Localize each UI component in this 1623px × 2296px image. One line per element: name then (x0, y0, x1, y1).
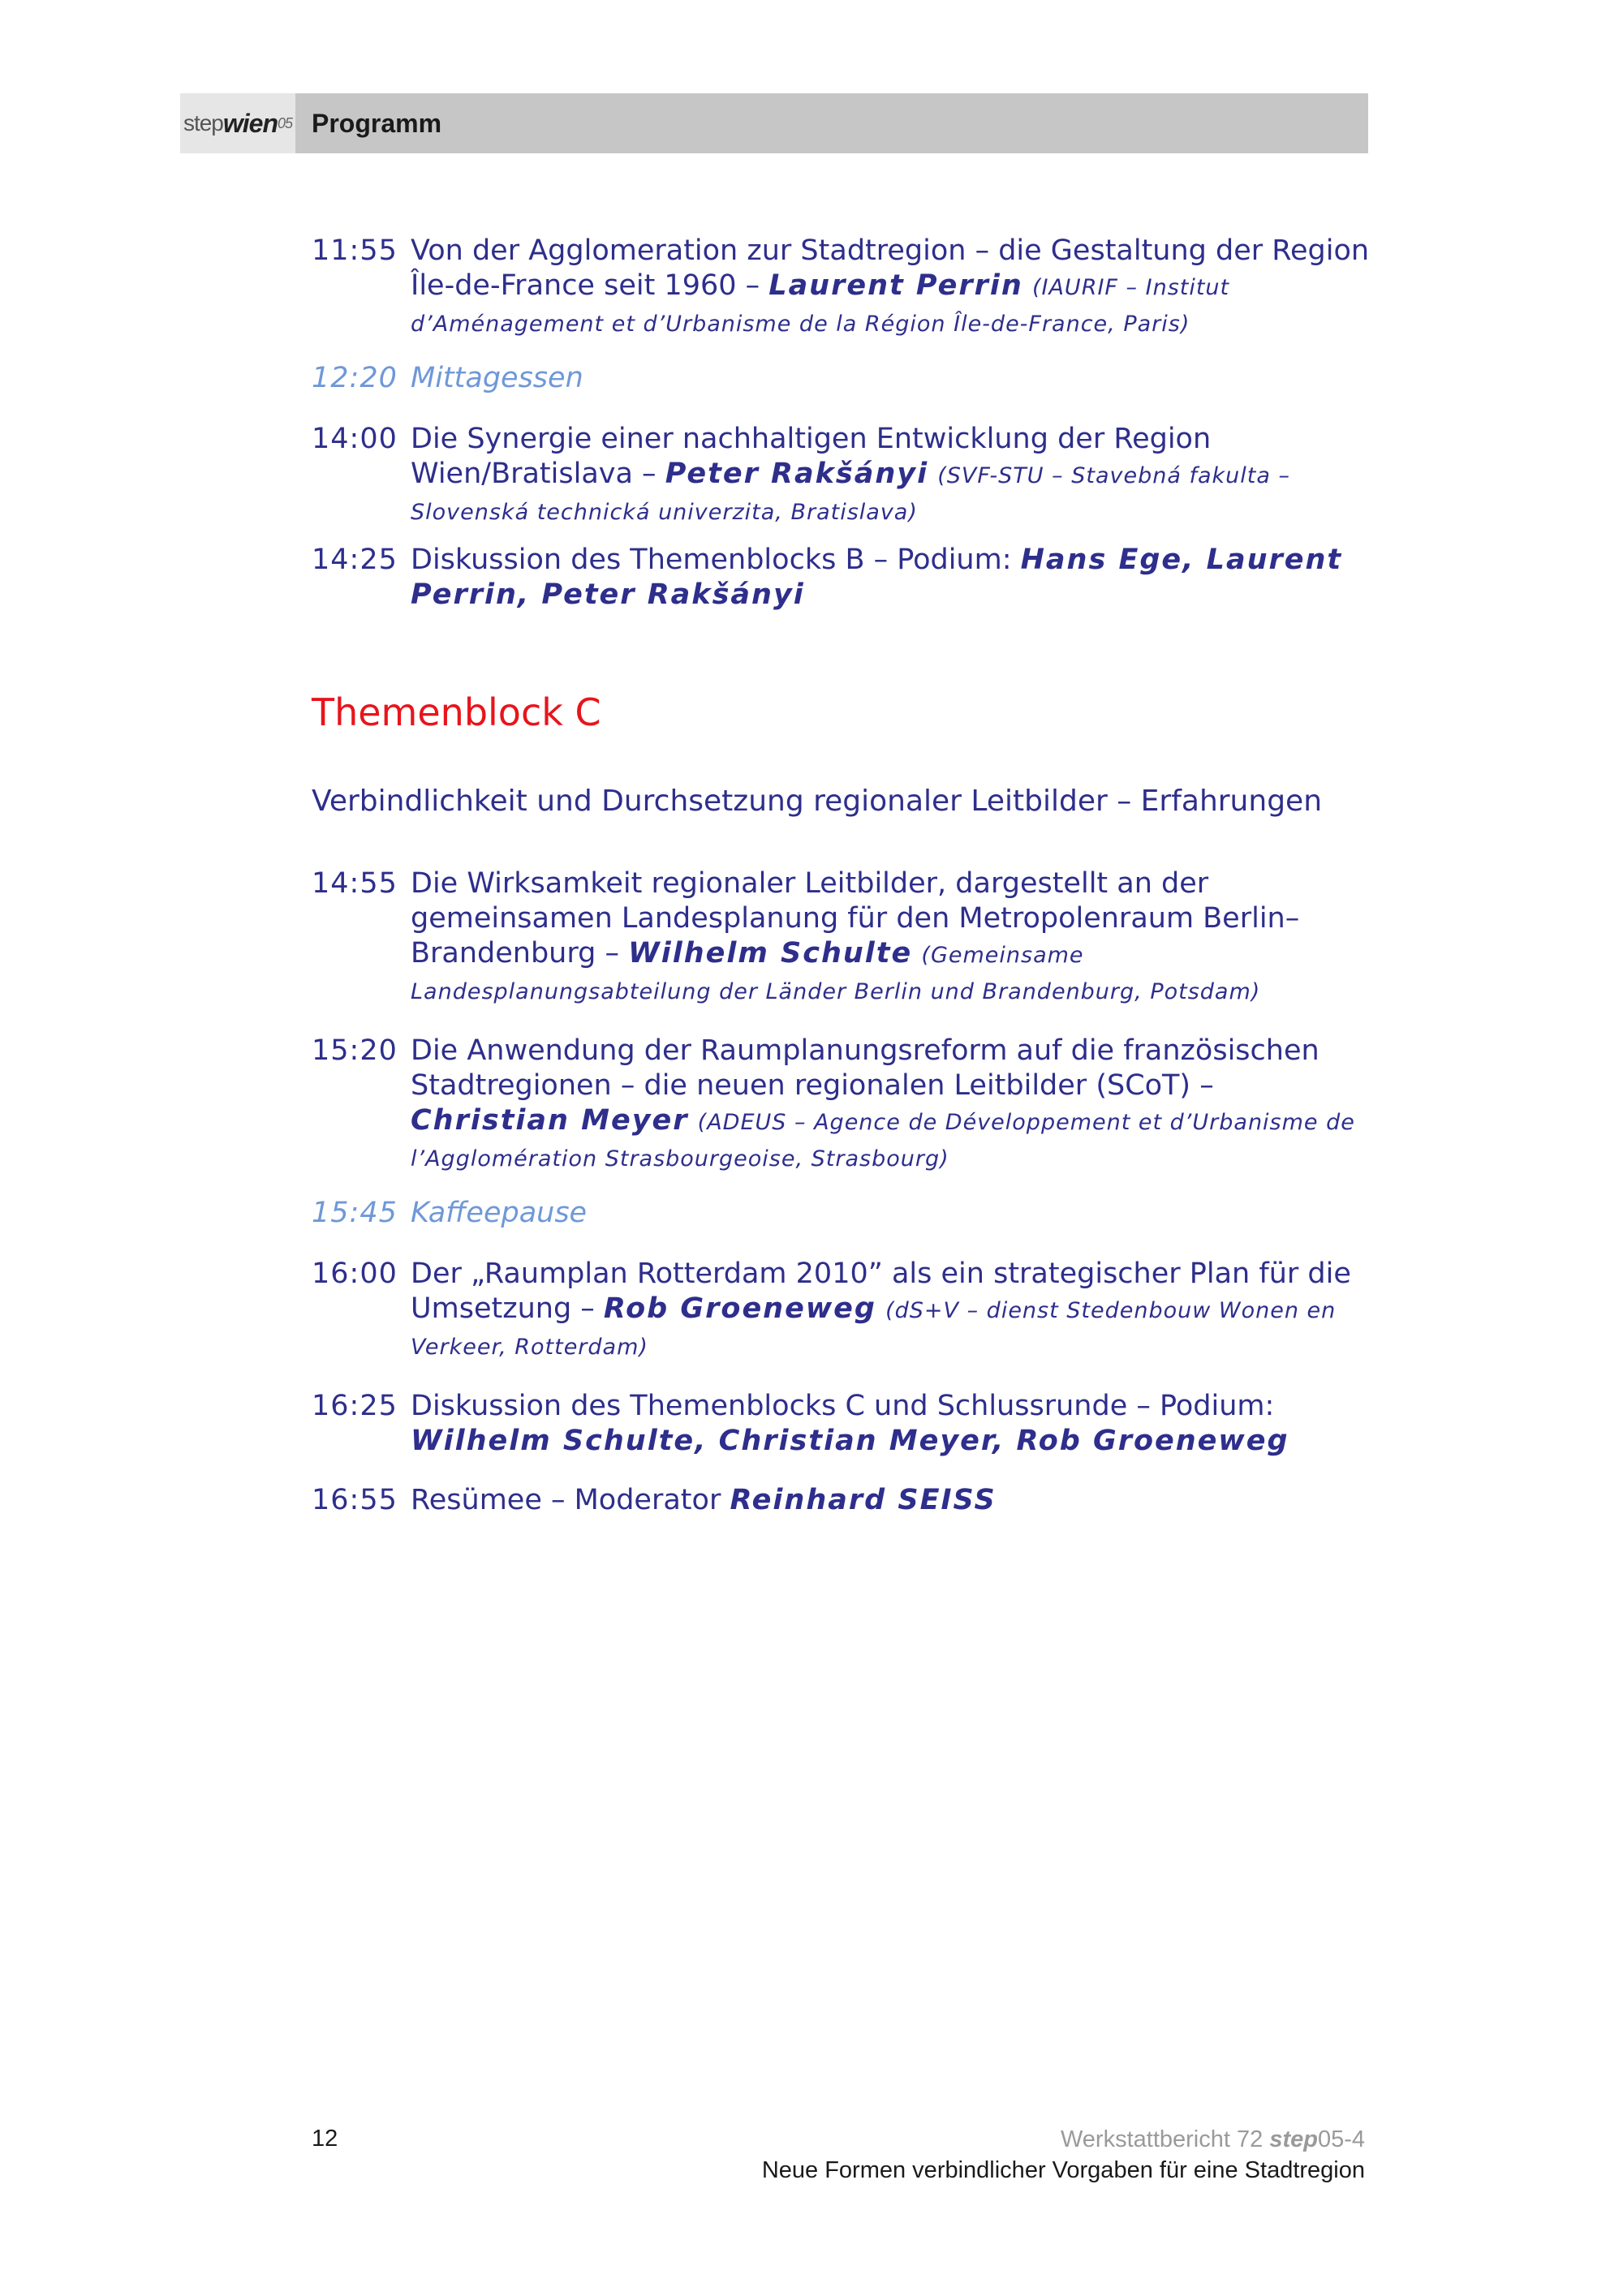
program-content (312, 234, 1375, 1518)
speaker-affiliation: (ADEUS – Agence de Développement et d’Urbanisme de l’Agglomération Strasbourgeoise, Strasbourg) (411, 1110, 1355, 1172)
speaker-affiliation: (dS+V – dienst Stedenbouw Wonen en Verkeer, Rotterdam) (411, 1298, 1337, 1360)
page-header (180, 93, 1368, 153)
program-item (312, 1389, 1375, 1459)
section-title: Themenblock C (312, 690, 601, 734)
speaker-name: Christian Meyer (411, 1104, 689, 1137)
page-number: 12 (312, 2126, 338, 2152)
speaker-affiliation: (SVF-STU – Stavebná fakulta – Slovenská technická univerzita, Bratislava) (411, 463, 1290, 525)
footer-subtitle: Neue Formen verbindlicher Vorgaben für eine Stadtregion (761, 2157, 1365, 2183)
program-text: Mittagessen (411, 362, 583, 394)
section-subtitle: Verbindlichkeit und Durchsetzung regionaler Leitbilder – Erfahrungen (312, 785, 1323, 818)
program-item (312, 1483, 1375, 1518)
program-time: 11:55 (312, 234, 398, 267)
program-time: 14:55 (312, 867, 398, 900)
program-text: Diskussion des Themenblocks C und Schlussrunde – Podium: (411, 1390, 1275, 1422)
speaker-name: Rob Groeneweg (603, 1292, 876, 1325)
program-time: 14:00 (312, 423, 398, 455)
program-item-break (312, 1196, 1375, 1231)
footer-series: Werkstattbericht 72 (1060, 2126, 1270, 2152)
program-text: Der „Raumplan Rotterdam 2010” als ein strategischer Plan für die Umsetzung – (411, 1258, 1351, 1325)
footer-info (762, 2124, 1365, 2186)
program-item (312, 234, 1375, 342)
program-item (312, 1257, 1375, 1365)
program-item (312, 543, 1375, 613)
speaker-name: Wilhelm Schulte, Christian Meyer, Rob Groeneweg (411, 1425, 1289, 1457)
footer-series-suffix: 05-4 (1317, 2126, 1365, 2152)
step-wien-logo: step wien 05 (180, 93, 295, 153)
speaker-name: Reinhard SEISS (730, 1484, 997, 1516)
speaker-affiliation: (Gemeinsame Landesplanungsabteilung der Länder Berlin und Brandenburg, Potsdam) (411, 943, 1261, 1004)
program-text: Die Anwendung der Raumplanungsreform auf die französischen Stadtregionen – die neuen regionalen Leitbilder (SCoT) – (411, 1034, 1319, 1102)
program-item (312, 422, 1375, 530)
program-item-break (312, 361, 1375, 396)
program-item (312, 1034, 1375, 1176)
program-time: 12:20 (312, 362, 398, 394)
program-text: Kaffeepause (411, 1197, 588, 1229)
speaker-name: Hans Ege, Laurent Perrin, Peter Rakšányi (411, 544, 1343, 611)
header-title: Programm (312, 108, 442, 138)
program-text: Diskussion des Themenblocks B – Podium: (411, 544, 1021, 576)
program-time: 16:55 (312, 1484, 398, 1516)
program-text: Die Wirksamkeit regionaler Leitbilder, dargestellt an der gemeinsamen Landesplanung für den Metropolenraum Berlin–Brandenburg – (411, 867, 1300, 970)
speaker-name: Wilhelm Schulte (628, 937, 913, 970)
program-text: Resümee – Moderator (411, 1484, 730, 1516)
speaker-affiliation: (IAURIF – Institut d’Aménagement et d’Urbanisme de la Région Île-de-France, Paris) (411, 275, 1230, 337)
program-time: 14:25 (312, 544, 398, 576)
program-time: 15:20 (312, 1034, 398, 1067)
program-time: 16:25 (312, 1390, 398, 1422)
program-text: Von der Agglomeration zur Stadtregion – die Gestaltung der Region Île-de-France seit 1960 – (411, 234, 1370, 302)
program-time: 15:45 (312, 1197, 398, 1229)
speaker-name: Peter Rakšányi (665, 458, 929, 490)
program-time: 16:00 (312, 1258, 398, 1290)
program-text: Die Synergie einer nachhaltigen Entwicklung der Region Wien/Bratislava – (411, 423, 1212, 490)
program-item (312, 866, 1375, 1009)
speaker-name: Laurent Perrin (768, 269, 1023, 302)
footer-brand: step (1269, 2126, 1318, 2152)
